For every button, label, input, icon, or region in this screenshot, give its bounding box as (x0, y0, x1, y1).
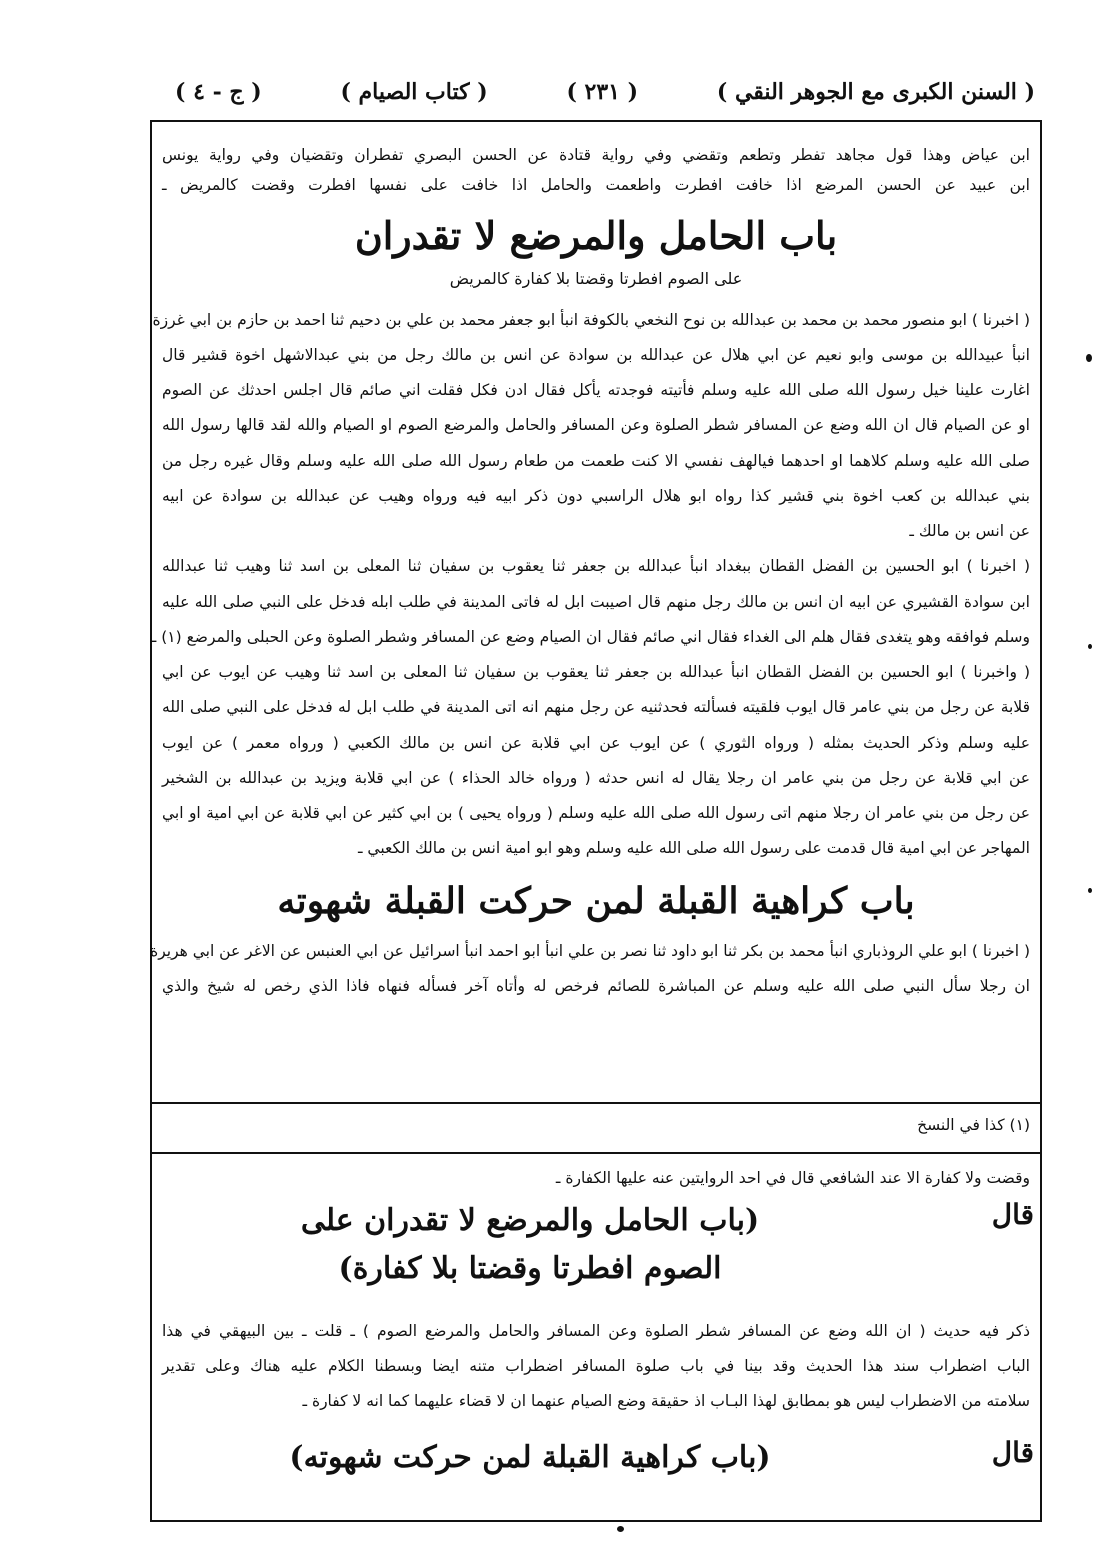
qal-label: قال (991, 1198, 1034, 1231)
text-line: قلابة عن رجل من بني عامر قال ايوب فلقيته فسألته فحدثنيه عن رجل منهم انه اتى المدينة في طلب ابل له فدخل على النبي صلى الله (162, 698, 1030, 716)
text-line: ان رجلا سأل النبي صلى الله عليه وسلم عن المباشرة للصائم فرخص له وأتاه آخر فسأله فنهاه فاذا الذي رخص له شيخ والذي (162, 977, 1030, 995)
text-line: ( اخبرنا ) ابو الحسين بن الفضل القطان ببغداد انبأ عبدالله بن جعفر ثنا يعقوب بن سفيان ثنا المعلى بن اسد ثنا وهيب ثنا عبدالله (162, 557, 1030, 575)
commentary-line: الباب اضطراب سند هذا الحديث وقد بينا في باب صلوة المسافر اضطراب متنه ايضا وبسطنا الكلام عليه هناك وعلى تقدير (162, 1357, 1030, 1375)
section-title: باب الحامل والمرضع لا تقدران (354, 213, 838, 258)
text-line: ابن عياض وهذا قول مجاهد تفطر وتطعم وتقضي وفي رواية قتادة عن الحسن البصري تفطران وتقضيان وفي رواية يونس (162, 146, 1030, 164)
commentary-divider (150, 1152, 1042, 1154)
section-title: باب كراهية القبلة لمن حركت القبلة شهوته (277, 880, 915, 922)
running-header (175, 72, 1035, 112)
commentary-line: ذكر فيه حديث ( ان الله وضع عن المسافر شطر الصلوة وعن المسافر والحامل والمرضع الصوم ) ـ قلت ـ بين البيهقي في هذا (162, 1322, 1030, 1340)
text-line: عن انس بن مالك ـ (909, 522, 1030, 540)
text-line: عن رجل من بني عامر ان رجلا منهم اتى رسول الله صلى الله عليه وسلم ( ورواه يحيى ) بن ابي كثير عن ابي قلابة عن ابي امية او ابي (162, 804, 1030, 822)
text-line: عن ابي قلابة عن رجل من بني عامر ان رجلا يقال له انس حدثه ( ورواه خالد الحذاء ) عن ابي قلابة ويزيد بن عبدالله بن الشخير (162, 769, 1030, 787)
text-line: ( واخبرنا ) ابو الحسين بن الفضل القطان انبأ عبدالله بن جعفر ثنا يعقوب بن سفيان ثنا المعلى بن اسد ثنا وهيب عن ايوب عن ابي (162, 663, 1030, 681)
text-line: انبأ عبيدالله بن موسى وابو نعيم عن ابي هلال عن عبدالله بن سوادة عن انس بن مالك رجل من بني عبدالاشهل اخوة قشير قال (162, 346, 1030, 364)
margin-mark (1088, 644, 1092, 649)
commentary-line: وقضت ولا كفارة الا عند الشافعي قال في احد الروايتين عنه عليها الكفارة ـ (555, 1169, 1030, 1187)
commentary-heading: (باب الحامل والمرضع لا تقدران على (300, 1203, 760, 1238)
commentary-line: سلامته من الاضطراب ليس هو بمطابق لهذا البـاب اذ حقيقة وضع الصيام عنهما ان لا قضاء عليهما كما انه لا كفارة ـ (302, 1392, 1030, 1410)
footnote: (١) كذا في النسخ (917, 1116, 1030, 1134)
page-number: ( ٢٣١ ) (566, 79, 639, 105)
text-line: بني عبدالله بن كعب اخوة بني قشير كذا رواه ابو هلال الراسبي دون ذكر ابيه فيه ورواه وهيب عن عبدالله بن سوادة عن ابيه (162, 487, 1030, 505)
text-line: ( اخبرنا ) ابو منصور محمد بن محمد بن عبدالله بن نوح النخعي بالكوفة انبأ ابو جعفر محمد بن علي بن دحيم ثنا احمد بن حازم بن ابي غرزة (152, 311, 1030, 329)
text-line: عليه وسلم وذكر الحديث بمثله ( ورواه الثوري ) عن ايوب عن ابي قلابة عن انس بن مالك الكعبي ( ورواه معمر ) عن ايوب (162, 734, 1030, 752)
chapter-title: ( كتاب الصيام ) (340, 79, 488, 105)
text-line: او عن الصيام قال ان الله وضع عن المسافر شطر الصلوة وعن المسافر والحامل والمرضع الصوم او الصيام والله لقد قالها رسول الله (162, 416, 1030, 434)
margin-mark (1086, 354, 1092, 362)
section-subtitle: على الصوم افطرتا وقضتا بلا كفارة كالمريض (449, 269, 743, 288)
text-line: ابن سوادة القشيري عن ابيه ان انس بن مالك رجل منهم قال اصيبت ابل له فاتى المدينة في طلب ابله فدخل على النبي صلى الله عليه (162, 593, 1030, 611)
footnote-divider (150, 1102, 1042, 1104)
book-title: ( السنن الكبرى مع الجوهر النقي ) (716, 79, 1035, 105)
text-line: صلى الله عليه وسلم كلاهما او احدهما فيالهف نفسي الا كنت طعمت من طعام رسول الله صلى الله عليه وسلم وقال غيره رجل من (162, 452, 1030, 470)
commentary-heading: (باب كراهية القبلة لمن حركت شهوته) (289, 1440, 771, 1475)
text-line: ابن عبيد عن الحسن المرضع اذا خافت افطرت واطعمت والحامل اذا خافت على نفسها افطرت وقضت كالمريض ـ (162, 176, 1030, 194)
text-line: وسلم فوافقه وهو يتغدى فقال هلم الى الغداء فقال اني صائم فقال ان الصيام وضع عن المسافر وشطر الصلوة وعن الحبلى والمرضع (١) ـ (151, 628, 1030, 646)
margin-mark (1088, 888, 1092, 893)
text-line: اغارت علينا خيل رسول الله صلى الله عليه وسلم فأتيته فوجدته يأكل فقال ادن فكل فقلت اني صائم قال اجلس احدثك عن الصوم (162, 381, 1030, 399)
text-line: ( اخبرنا ) ابو علي الروذباري انبأ محمد بن بكر ثنا ابو داود ثنا نصر بن علي انبأ ابو احمد انبأ اسرائيل عن ابي العنبس عن الاغر عن ابي هريرة (150, 942, 1030, 960)
margin-mark (617, 1526, 624, 1532)
volume-number: ( ج - ٤ ) (175, 79, 262, 105)
qal-label: قال (991, 1436, 1034, 1469)
commentary-heading: الصوم افطرتا وقضتا بلا كفارة) (338, 1251, 722, 1286)
text-line: المهاجر عن ابي امية قال قدمت على رسول الله صلى الله عليه وسلم وهو ابو امية انس بن مالك الكعبي ـ (357, 839, 1030, 857)
